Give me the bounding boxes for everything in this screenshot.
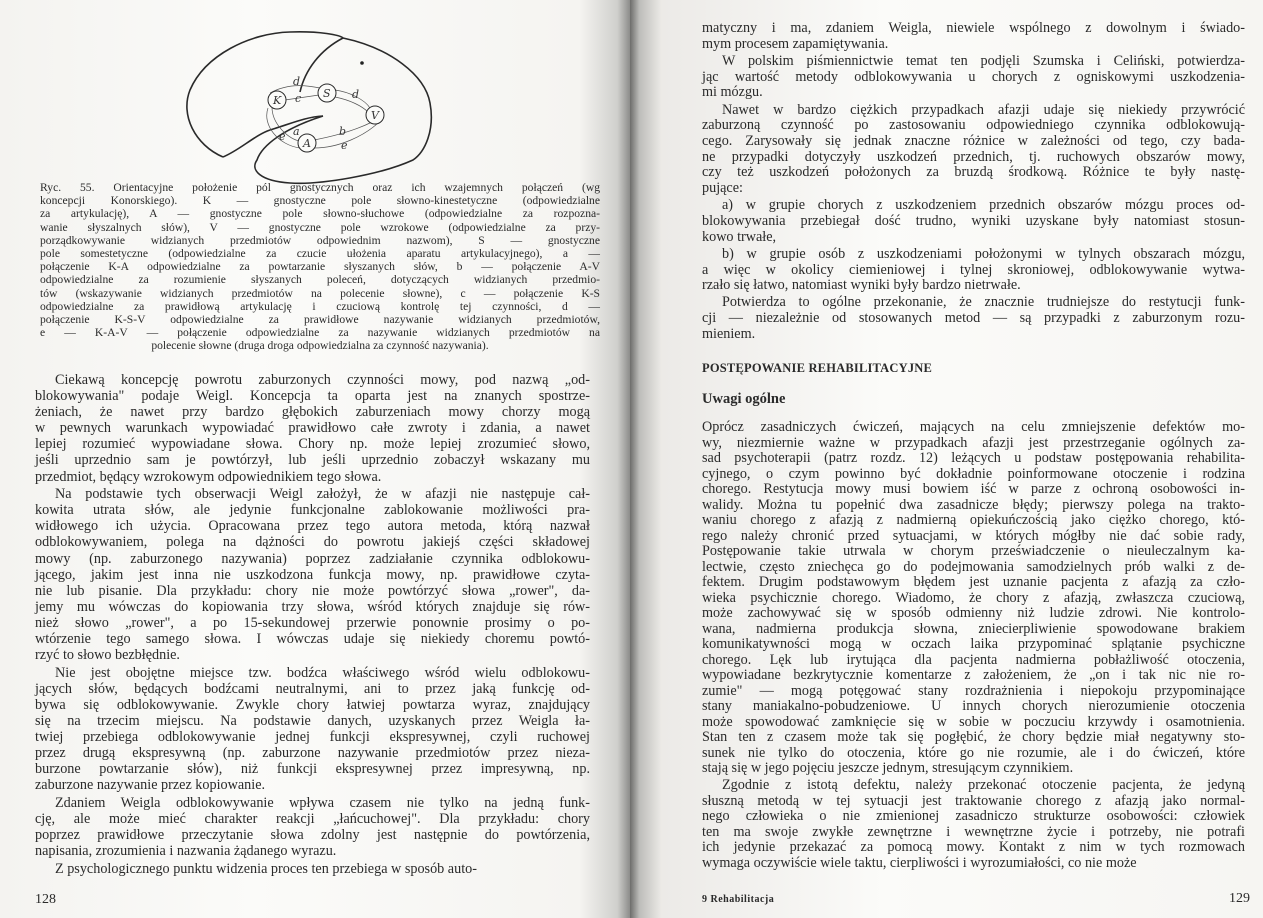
text-line: wy, niezmiernie ważne w przypadkach afazji jest przestrzeganie ogólnych za- — [702, 434, 1245, 451]
chapter-footer-label: 9 Rehabilitacja — [702, 894, 775, 905]
text-line: może spowodować zamknięcie się w sobie w poczuciu krzywdy i osamotnienia. — [702, 713, 1245, 730]
label-b: b — [339, 125, 347, 138]
paragraph — [702, 295, 1245, 342]
text-line: przedmiot, będący wzrokowym odpowiednikiem tego słowa. — [35, 468, 382, 485]
brain-diagram-figure — [180, 22, 450, 197]
text-line: ich jedynie przekazać za pomocą mowy. Kontakt z nim w tych rozmowach — [702, 839, 1245, 855]
label-d-2: d — [352, 88, 360, 101]
text-line: wypowiadane bezkrytycznie komentarze z założeniem, że „on i tak nic nie ro- — [702, 667, 1245, 683]
text-line: burzone powtarzanie słów), niż funkcji ekspresywnej przez impresywną, np. — [35, 761, 590, 778]
text-line: Potwierdza to ogólne przekonanie, że znacznie trudniejsze do restytucji funk- — [722, 294, 1245, 311]
text-line: Zdaniem Weigla odblokowywanie wpływa czasem nie tylko na jedną funk- — [55, 794, 590, 811]
text-line: polecenie słowne (druga droga odpowiedzialna za czynność nazywania). — [151, 339, 489, 353]
text-line: kowo trwałe, — [702, 228, 777, 245]
paragraph — [35, 861, 590, 877]
text-line: ne przypadki dotyczyły uszkodzeń przednich, tj. ruchowych obszarów mowy, — [702, 148, 1245, 165]
text-line: odpowiedzialne za prawidłową artykulację i czuciową kontrolę tej czynności, d — — [40, 299, 600, 313]
text-line: pujące: — [702, 180, 743, 197]
text-line: Oprócz zasadniczych ćwiczeń, mających na celu zmniejszenie defektów mo- — [702, 419, 1245, 435]
right-body-text-bottom — [702, 420, 1245, 873]
text-line: Nawet w bardzo ciężkich przypadkach afazji udaje się niekiedy przywrócić — [722, 101, 1245, 118]
text-line: Zgodnie z istotą defektu, należy przekonać otoczenie pacjenta, że jedyną — [722, 777, 1245, 793]
text-line: cego. Zarysowały się jednak znaczne różnice w zależności od tego, czy bada- — [702, 132, 1245, 149]
text-line: mieniem. — [702, 325, 756, 342]
label-s: S — [323, 87, 331, 100]
text-line: zumie" — mogą potęgować stany rozdrażnienia i niepokoju przypominające — [702, 682, 1245, 699]
text-line: mowy (np. zaburzonego nazywania) poprzez zadziałanie czynnika odblokowu- — [35, 550, 590, 567]
left-body-text — [35, 372, 590, 878]
text-line: nie lub pisanie. Dla przykładu: chory nie może powtórzyć słowa „rower", da- — [35, 582, 590, 599]
text-line: Ryc. 55. Orientacyjne położenie pól gnostycznych oraz ich wzajemnych połączeń (wg — [40, 181, 600, 194]
text-line: b) w grupie osób z uszkodzeniami położonymi w tylnych obszarach mózgu, — [722, 245, 1245, 262]
text-line: komunikatywności mogą w oczach laika przypominać splątanie psychiczne — [702, 636, 1245, 652]
text-line: wanie słyszalnych słów), V — gnostyczne pole wzrokowe (odpowiedzialne za przy- — [40, 220, 600, 234]
text-line: Z psychologicznego punktu widzenia proces ten przebiega w sposób auto- — [55, 860, 477, 877]
label-e-1: e — [279, 130, 286, 143]
page-number-right: 129 — [1229, 891, 1250, 906]
figure-caption — [40, 181, 600, 353]
text-line: wymaga oczywiście wiele taktu, cierpliwości i wyrozumiałości, co nie może — [702, 854, 1137, 871]
paragraph — [702, 21, 1245, 52]
label-d-1: d — [293, 75, 301, 88]
text-line: Stan ten z czasem może tak się pogłębić, że chory będzie miał negatywny sto- — [702, 729, 1245, 745]
text-line: jeśli uprzednio sam je powtórzył, lub jeśli uprzednio zobaczył wskazany mu — [35, 452, 590, 469]
text-line: nież słowo „rower", a po 15-sekundowej przerwie ponownie prosimy o po- — [35, 614, 590, 631]
dot-mark — [360, 61, 364, 65]
brain-outline — [187, 32, 431, 183]
text-line: sad psychoterapii (patrz rozdz. 12) leżących u podstaw postępowania rehabilita- — [702, 450, 1245, 466]
text-line: połączenie K-S-V odpowiedzialne za prawidłowe nazywanie widzianych przedmiotów, — [40, 313, 600, 327]
text-line: zaburzone nazywanie przez kopiowanie. — [35, 777, 266, 794]
text-line: odblokowywaniem, polega na dążności do powrotu jakiejś części składowej — [35, 534, 590, 551]
text-line: może zachowywać się w sposób odmienny niż ludzie zdrowi. Nie kontrolo- — [702, 605, 1245, 621]
text-line: zaburzoną czynność po zastosowaniu odpowiedniego czynnika odblokowują- — [702, 117, 1245, 134]
text-line: porządkowywanie widzianych przedmiotów odpowiednim nazwom), S — gnostyczne — [40, 233, 600, 247]
text-line: przez drugą ekspresywną (np. zaburzone nazywanie przedmiotów przez nieza- — [35, 745, 590, 762]
text-line: jących słów, będących bodźcami neutralnymi, ani to przez jaką funkcję od- — [35, 680, 590, 697]
label-a-path: a — [293, 125, 300, 138]
text-line: widłowego ich użycia. Opracowana przez tego autora metoda, którą nazwał — [35, 518, 590, 535]
text-line: lectwie, często zniechęca go do podejmowania samodzielnych prób walki z de- — [702, 558, 1245, 575]
text-line: blokowywania przebiegał dość trudno, wyniki uzyskane były natomiast stosun- — [702, 212, 1245, 229]
text-line: jącego, jakim jest inna nie uszkodzona funkcja mowy, np. prawidłowe czyta- — [35, 566, 590, 583]
text-line: ten ma swoje zwykłe zewnętrzne i wewnętrzne życie i potrzeby, nie potrafi — [702, 823, 1245, 840]
text-line: Na podstawie tych obserwacji Weigl założył, że w afazji nie następuje cał- — [55, 486, 590, 503]
text-line: blokowywania" podaje Weigl. Koncepcja ta oparta jest na znanych spostrze- — [35, 388, 590, 405]
text-line: twiej przebiega odblokowywanie jednej funkcji ekspresywnej, czyli ruchowej — [35, 729, 590, 746]
text-line: odpowiedzialne za rozumienie słyszanych poleceń, dotyczących widzianych przedmio- — [40, 273, 600, 287]
right-body-text-top — [702, 21, 1245, 344]
text-line: a więc w okolicy ciemieniowej i tylnej skroniowej, odblokowywanie wytwa- — [702, 261, 1245, 278]
text-line: walidy. Można tu popełnić dwa zasadnicze błędy; pierwszy polega na trakto- — [702, 496, 1245, 513]
text-line: W polskim piśmiennictwie temat ten podjęli Szumska i Celiński, potwierdza- — [722, 52, 1245, 69]
text-line: cyjnego, o czym powinno być dokładnie poinformowane otoczenie i rodzina — [702, 465, 1245, 482]
text-line: a) w grupie chorych z uszkodzeniem przednich obszarów mózgu proces od- — [722, 197, 1245, 214]
text-line: w pewnych warunkach wypowiadać prawidłowo całe zwroty i zdania, a nawet — [35, 420, 590, 437]
text-line: chorego. Restytucja mowy musi bowiem iść w parze z ochroną osobowości in- — [702, 481, 1245, 497]
label-c: c — [295, 92, 302, 105]
text-line: czy też uszkodzeń położonych za bruzdą środkową. Różnice te były nastę- — [702, 164, 1245, 181]
label-a: A — [303, 137, 311, 150]
paragraph — [702, 198, 1245, 245]
paragraph — [702, 54, 1245, 101]
paragraph — [35, 372, 590, 485]
text-line: pole somestetyczne (odpowiedzialne za czucie ułożenia aparatu artykulacyjnego), a — — [40, 247, 600, 261]
text-line: chorego. Lęk lub irytująca dla pacjenta nadmierna pobłażliwość otoczenia, — [702, 651, 1245, 668]
text-line: rego należy chronić przed sytuacjami, w których mógłby nie dać sobie rady, — [702, 527, 1245, 544]
text-line: poprzez prawidłowe przeczytanie słowa zdolny jest następnie do powtórzenia, — [35, 827, 590, 844]
text-line: tów (wskazywanie widzianych przedmiotów na polecenie słowne), c — połączenie K-S — [40, 286, 600, 300]
text-line: nego człowieka o nie zmienionej zasadniczo strukturze osobowości: człowiek — [702, 808, 1245, 824]
text-line: się na trzecim miejscu. Na podstawie danych, uzyskanych przez Weigla ła- — [35, 712, 590, 729]
text-line: matyczny i ma, zdaniem Weigla, niewiele wspólnego z dowolnym i świado- — [702, 20, 1245, 36]
text-line: wtórzenie tego samego słowa. I wówczas udaje się niekiedy choremu powtó- — [35, 631, 590, 647]
paragraph — [35, 795, 590, 859]
text-line: mym procesem zapamiętywania. — [702, 35, 889, 52]
text-line: cji — niezależnie od stosowanych metod — są przypadki z zaburzonym rozu- — [702, 310, 1245, 327]
label-k: K — [273, 94, 282, 107]
text-line: Nie jest obojętne miejsce tzw. bodźca właściwego wśród wielu odblokowu- — [55, 664, 590, 681]
text-line: fektem. Drugim podstawowym błędem jest uznanie pacjenta z afazją za czło- — [702, 574, 1245, 590]
paragraph — [702, 247, 1245, 294]
label-e-2: e — [341, 139, 348, 152]
left-page — [0, 0, 630, 918]
text-line: wieka psychicznie chorego. Wiadomo, że chory z afazją, zwłaszcza czuciową, — [702, 589, 1245, 606]
text-line: koncepcji Konorskiego). K — gnostyczne pole słowno-kinestetyczne (odpowiedzialne — [40, 194, 600, 208]
text-line: kowita utrata słów, ale jedynie funkcjonalne zablokowanie możliwości pra- — [35, 502, 590, 519]
text-line: cję, ale może mieć charakter reakcji „łańcuchowej". Dla przykładu: chory — [35, 811, 590, 828]
text-line: stany maniakalno-pobudzeniowe. U innych chorych nierozumienie otoczenia — [702, 698, 1245, 714]
text-line: rzało się łatwo, natomiast wyniki były bardzo nietrwałe. — [702, 277, 1021, 294]
text-line: lepiej rozumieć wypowiadane słowa. Chory np. może lepiej zrozumieć słowo, — [35, 436, 590, 453]
paragraph — [35, 486, 590, 663]
text-line: za artykulację), A — gnostyczne pole słowno-słuchowe (odpowiedzialne za rozpozna- — [40, 207, 600, 221]
text-line: e — K-A-V — połączenie odpowiedzialne za nazywanie widzianych przedmiotów na — [40, 326, 600, 340]
subsection-heading: Uwagi ogólne — [702, 391, 786, 407]
text-line: słuszną metodą w tej sytuacji jest traktowanie chorego z afazją jako normal- — [702, 792, 1245, 809]
text-line: żeniach, że nawet przy bardzo głębokich zaburzeniach mowy chorzy mogą — [35, 404, 590, 421]
section-heading: POSTĘPOWANIE REHABILITACYJNE — [702, 361, 933, 375]
text-line: waniu chorego z afazją z nadmierną opiekuńczością jako ciężko chorego, któ- — [702, 512, 1245, 528]
text-line: jąc wartość metody odblokowywania u chorych z ogniskowymi uszkodzenia- — [702, 68, 1245, 85]
text-line: połączenie K-A odpowiedzialne za powtarzanie słyszanych słów, b — połączenie A-V — [40, 260, 600, 274]
text-line: napisania, zrozumienia i nazwania żądanego wyrazu. — [35, 843, 337, 860]
label-v: V — [371, 109, 379, 122]
text-line: jemy mu wówczas do kopiowania trzy słowa, wśród których znajduje się rów- — [35, 598, 590, 615]
text-line: stają się w jego pojęciu jeszcze jednym, stresującym czynnikiem. — [702, 760, 1074, 776]
page-number-left: 128 — [35, 892, 56, 907]
text-line: wana, nadmierna produkcja słowna, zniecierpliwienie spowodowane brakiem — [702, 620, 1245, 637]
text-line: rzyć to słowo bezbłędnie. — [35, 647, 180, 664]
text-line: bywa się odblokowywanie. Zwykle chory łatwiej powtarza wyraz, znajdujący — [35, 696, 590, 713]
paragraph — [702, 103, 1245, 197]
paragraph — [35, 665, 590, 794]
paragraph — [702, 778, 1245, 871]
text-line: Postępowanie takie utrwala w chorym przeświadczenie o nieuleczalnym ka- — [702, 543, 1245, 559]
text-line: Ciekawą koncepcję powrotu zaburzonych czynności mowy, pod nazwą „od- — [55, 372, 590, 388]
text-line: mi mózgu. — [702, 84, 763, 101]
text-line: sunek nie tylko do otoczenia, które go nie rozumie, ale i do ćwiczeń, które — [702, 744, 1245, 761]
paragraph — [702, 420, 1245, 777]
